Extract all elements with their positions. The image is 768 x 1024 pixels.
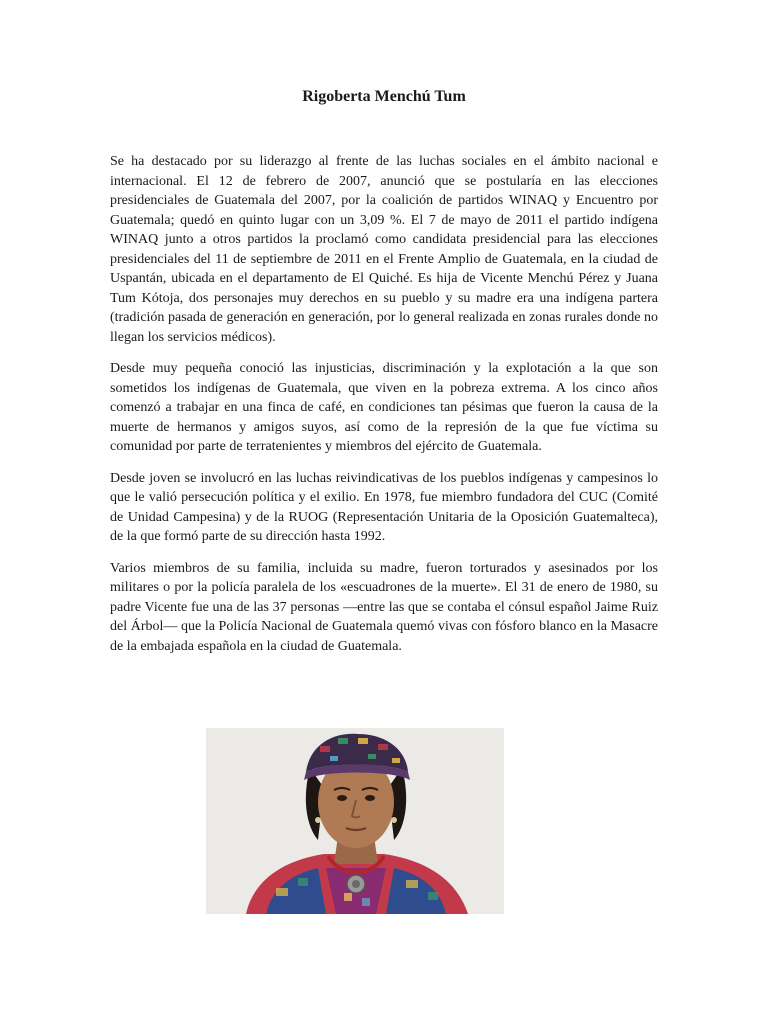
- document-title: Rigoberta Menchú Tum: [302, 88, 466, 105]
- paragraph: Se ha destacado por su liderazgo al frente de las luchas sociales en el ámbito nacional e internacional. El 12 de febrero de 2007, anunció que se postularía en las elecciones presidenciales de Guatemala del 2007, por la coalición de partidos WINAQ y Encuentro por Guatemala; quedó en quinto lugar con un 3,09 %. El 7 de mayo de 2011 el partido indígena WINAQ junto a otros partidos la proclamó como candidata presidencial para las elecciones presidenciales del 11 de septiembre de 2011 en el Frente Amplio de Guatemala, en la ciudad de Uspantán, ubicada en el departamento de El Quiché. Es hija de Vicente Menchú Pérez y Juana Tum Kótoja, dos personajes muy derechos en su pueblo y su madre era una indígena partera (tradición pasada de generación en generación, por lo general realizada en zonas rurales donde no llegan los servicios médicos).: [110, 154, 658, 345]
- document-body: [110, 152, 658, 668]
- paragraph: Desde muy pequeña conoció las injusticias, discriminación y la explotación a la que son sometidos los indígenas de Guatemala, que viven en la pobreza extrema. A los cinco años comenzó a trabajar en una finca de café, en condiciones tan pésimas que fueron la causa de la muerte de hermanos y amigos suyos, así como de la represión de la que fue víctima su comunidad por parte de terratenientes y miembros del ejército de Guatemala.: [110, 361, 658, 454]
- paragraph: Desde joven se involucró en las luchas reivindicativas de los pueblos indígenas y campesinos lo que le valió persecución política y el exilio. En 1978, fue miembro fundadora del CUC (Comité de Unidad Campesina) y de la RUOG (Representación Unitaria de la Oposición Guatemalteca), de la que formó parte de su dirección hasta 1992.: [110, 470, 658, 544]
- paragraph: Varios miembros de su familia, incluida su madre, fueron torturados y asesinados por los militares o por la policía paralela de los «escuadrones de la muerte». El 31 de enero de 1980, su padre Vicente fue una de las 37 personas —entre las que se contaba el cónsul español Jaime Ruiz del Árbol— que la Policía Nacional de Guatemala quemó vivas con fósforo blanco en la Masacre de la embajada española en la ciudad de Guatemala.: [110, 560, 658, 654]
- portrait-illustration: [206, 728, 504, 914]
- portrait-photo: [206, 728, 504, 914]
